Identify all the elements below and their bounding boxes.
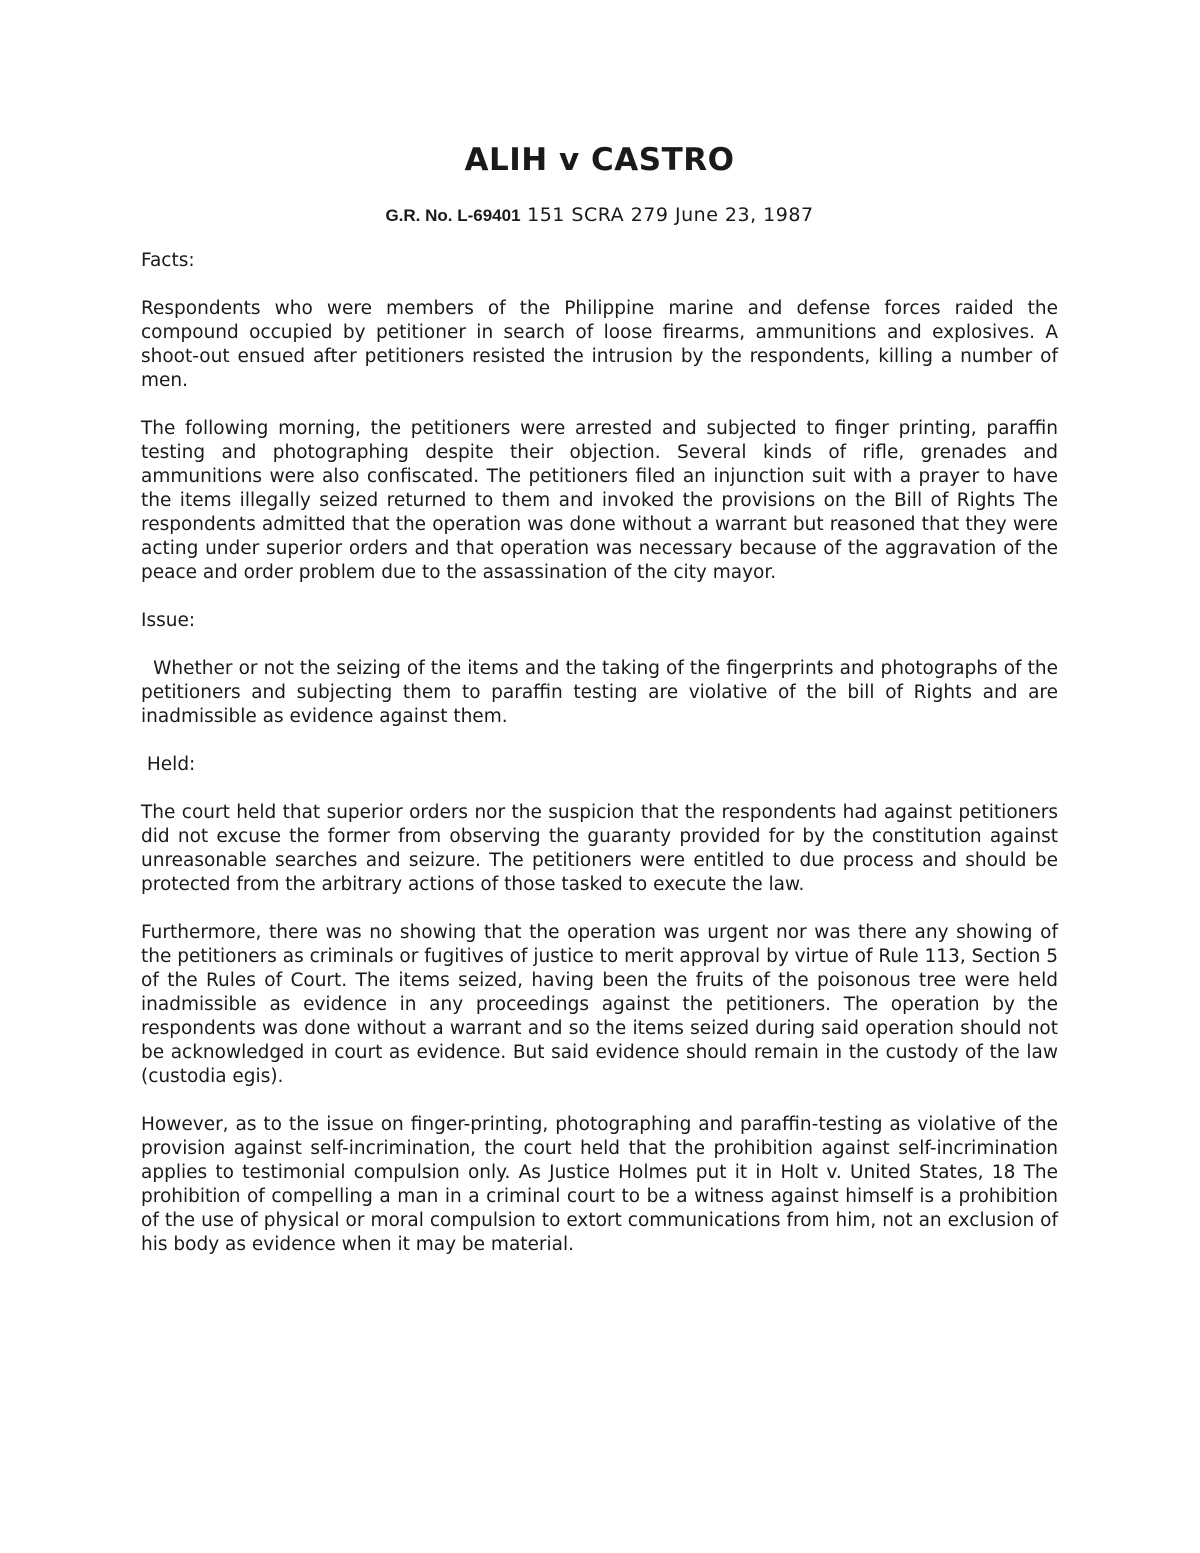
scra-citation: 151 SCRA 279 June 23, 1987 bbox=[520, 204, 814, 226]
issue-paragraph: Whether or not the seizing of the items and the taking of the fingerprints and photographs of the petitioners and subjecting them to paraffin testing are violative of the bill of Rights and are inadmissible as evidence against them. bbox=[141, 658, 1064, 727]
gr-number: G.R. No. L-69401 bbox=[385, 206, 521, 225]
held-paragraph-1: The court held that superior orders nor the suspicion that the respondents had against petitioners did not excuse the former from observing the guaranty provided for by the constitution against unreasonable searches and seizure. The petitioners were entitled to due process and should be protected from the arbitrary actions of those tasked to execute the law. bbox=[141, 802, 1058, 895]
held-paragraph-2: Furthermore, there was no showing that the operation was urgent nor was there any showing of the petitioners as criminals or fugitives of justice to merit approval by virtue of Rule 113, Section 5 of the Rules of Court. The items seized, having been the fruits of the poisonous tree were held inadmissible as evidence in any proceedings against the petitioners. The operation by the respondents was done without a warrant and so the items seized during said operation should not be acknowledged in court as evidence. But said evidence should remain in the custody of the law (custodia egis). bbox=[141, 922, 1058, 1087]
facts-paragraph-2: The following morning, the petitioners were arrested and subjected to finger printing, paraffin testing and photographing despite their objection. Several kinds of rifle, grenades and ammunitions were also confiscated. The petitioners filed an injunction suit with a prayer to have the items illegally seized returned to them and invoked the provisions on the Bill of Rights The respondents admitted that the operation was done without a warrant but reasoned that they were acting under superior orders and that operation was necessary because of the aggravation of the peace and order problem due to the assassination of the city mayor. bbox=[141, 418, 1058, 583]
document-title: ALIH v CASTRO bbox=[464, 142, 735, 178]
case-citation bbox=[141, 202, 1058, 229]
facts-heading: Facts: bbox=[141, 250, 195, 271]
held-heading: Held: bbox=[141, 754, 196, 775]
facts-paragraph-1: Respondents who were members of the Philippine marine and defense forces raided the compound occupied by petitioner in search of loose firearms, ammunitions and explosives. A shoot-out ensued after petitioners resisted the intrusion by the respondents, killing a number of men. bbox=[141, 298, 1058, 391]
issue-heading: Issue: bbox=[141, 610, 196, 631]
held-paragraph-3: However, as to the issue on finger-printing, photographing and paraffin-testing as violative of the provision against self-incrimination, the court held that the prohibition against self-incrimination applies to testimonial compulsion only. As Justice Holmes put it in Holt v. United States, 18 The prohibition of compelling a man in a criminal court to be a witness against himself is a prohibition of the use of physical or moral compulsion to extort communications from him, not an exclusion of his body as evidence when it may be material. bbox=[141, 1114, 1058, 1255]
document-page bbox=[141, 138, 1064, 1257]
